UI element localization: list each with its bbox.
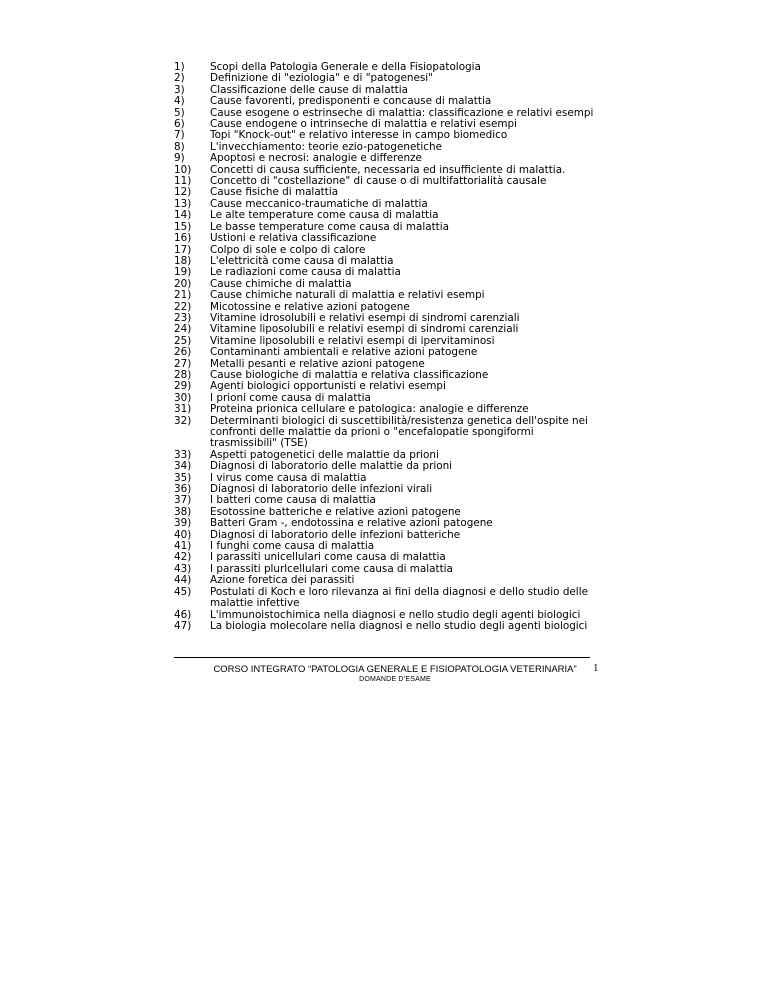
question-number: 28)	[174, 368, 192, 381]
question-number: 11)	[174, 175, 192, 188]
question-number: 18)	[174, 254, 192, 267]
question-item	[174, 518, 594, 529]
question-text: Le alte temperature come causa di malattia	[210, 209, 439, 222]
question-text: Vitamine liposolubili e relativi esempi di sindromi carenziali	[210, 323, 519, 336]
question-number: 20)	[174, 277, 192, 290]
question-item	[174, 404, 594, 415]
question-text: Definizione di "eziologia" e di "patogenesi"	[210, 72, 433, 85]
question-number: 7)	[174, 129, 185, 142]
question-number: 34)	[174, 460, 192, 473]
question-item	[174, 233, 594, 244]
question-number: 35)	[174, 471, 192, 484]
question-text: Azione foretica dei parassiti	[210, 574, 355, 587]
question-text: Cause endogene o intrinseche di malattia e relativi esempi	[210, 118, 517, 131]
question-text: Vitamine liposolubili e relativi esempi di ipervitaminosi	[210, 334, 495, 347]
question-text: Apoptosi e necrosi: analogie e differenze	[210, 152, 422, 165]
question-number: 29)	[174, 380, 192, 393]
question-item	[174, 621, 594, 632]
question-number: 38)	[174, 505, 192, 518]
question-number: 22)	[174, 300, 192, 313]
question-text: Agenti biologici opportunisti e relativi esempi	[210, 380, 446, 393]
question-text: Classificazione delle cause di malattia	[210, 83, 408, 96]
question-text: I parassiti plurlcellulari come causa di malattia	[210, 562, 453, 575]
question-text: Cause esogene o estrinseche di malattia: classificazione e relativi esempi	[210, 106, 594, 119]
question-text: I batteri come causa di malattia	[210, 494, 376, 507]
question-number: 37)	[174, 494, 192, 507]
question-text: L'elettricità come causa di malattia	[210, 254, 394, 267]
question-list	[174, 62, 594, 632]
question-text: L'immunoistochimica nella diagnosi e nello studio degli agenti biologici	[210, 608, 581, 621]
question-number: 44)	[174, 574, 192, 587]
question-number: 45)	[174, 585, 192, 598]
question-number: 39)	[174, 517, 192, 530]
question-text: Cause biologiche di malattia e relativa classificazione	[210, 368, 489, 381]
question-text: Postulati di Koch e loro rilevanza ai fini della diagnosi e dello studio delle malattie infettive	[210, 585, 588, 610]
question-text: La biologia molecolare nella diagnosi e nello studio degli agenti biologici	[210, 619, 588, 632]
footer-subtitle: DOMANDE D’ESAME	[359, 676, 431, 683]
question-text: Esotossine batteriche e relative azioni patogene	[210, 505, 461, 518]
question-number: 43)	[174, 562, 192, 575]
question-text: Colpo di sole e colpo di calore	[210, 243, 366, 256]
question-number: 13)	[174, 197, 192, 210]
question-text: Concetti di causa sufficiente, necessaria ed insufficiente di malattia.	[210, 163, 566, 176]
question-number: 46)	[174, 608, 192, 621]
question-text: Metalli pesanti e relative azioni patogene	[210, 357, 425, 370]
question-number: 17)	[174, 243, 192, 256]
question-text: Concetto di "costellazione" di cause o di multifattorialità causale	[210, 175, 547, 188]
page-number: 1	[593, 662, 599, 674]
question-text: Cause chimiche di malattia	[210, 277, 352, 290]
question-number: 10)	[174, 163, 192, 176]
question-text: I prioni come causa di malattia	[210, 391, 371, 404]
question-text: Topi "Knock-out" e relativo interesse in campo biomedico	[210, 129, 508, 142]
question-number: 47)	[174, 619, 192, 632]
question-number: 2)	[174, 72, 185, 85]
question-number: 42)	[174, 551, 192, 564]
question-number: 15)	[174, 220, 192, 233]
question-item	[174, 575, 594, 586]
question-item	[174, 347, 594, 358]
question-text: Scopi della Patologia Generale e della Fisiopatologia	[210, 61, 481, 73]
question-text: L'invecchiamento: teorie ezio-patogenetiche	[210, 140, 442, 153]
question-number: 23)	[174, 311, 192, 324]
question-text: Aspetti patogenetici delle malattie da prioni	[210, 448, 439, 461]
question-number: 6)	[174, 118, 185, 131]
question-text: Ustioni e relativa classificazione	[210, 232, 377, 245]
question-text: Determinanti biologici di suscettibilità/resistenza genetica dell'ospite nei confronti delle malattie da prioni o "encefalopatie spongiformi trasmissibili" (TSE)	[210, 414, 588, 450]
question-number: 24)	[174, 323, 192, 336]
question-number: 12)	[174, 186, 192, 199]
question-number: 33)	[174, 448, 192, 461]
question-number: 19)	[174, 266, 192, 279]
question-number: 1)	[174, 61, 185, 73]
question-item	[174, 153, 594, 164]
question-number: 14)	[174, 209, 192, 222]
question-number: 40)	[174, 528, 192, 541]
question-item	[174, 587, 594, 610]
question-number: 36)	[174, 483, 192, 496]
question-item	[174, 96, 594, 107]
question-text: Batteri Gram -, endotossina e relative azioni patogene	[210, 517, 493, 530]
question-number: 30)	[174, 391, 192, 404]
question-item	[174, 416, 594, 450]
question-number: 16)	[174, 232, 192, 245]
question-number: 4)	[174, 95, 185, 108]
question-number: 8)	[174, 140, 185, 153]
question-text: Proteina prionica cellulare e patologica: analogie e differenze	[210, 403, 529, 416]
question-text: I funghi come causa di malattia	[210, 540, 375, 553]
question-text: Cause meccanico-traumatiche di malattia	[210, 197, 428, 210]
question-number: 26)	[174, 346, 192, 359]
question-number: 3)	[174, 83, 185, 96]
question-text: Contaminanti ambientali e relative azioni patogene	[210, 346, 478, 359]
question-text: Cause fisiche di malattia	[210, 186, 339, 199]
question-number: 5)	[174, 106, 185, 119]
question-item	[174, 290, 594, 301]
footer-divider	[174, 657, 590, 658]
question-item	[174, 461, 594, 472]
question-item	[174, 267, 594, 278]
question-text: Le basse temperature come causa di malattia	[210, 220, 449, 233]
question-text: Cause chimiche naturali di malattia e relativi esempi	[210, 289, 485, 302]
question-text: I parassiti unicellulari come causa di malattia	[210, 551, 446, 564]
question-number: 32)	[174, 414, 192, 427]
question-text: Diagnosi di laboratorio delle infezioni virali	[210, 483, 433, 496]
question-number: 41)	[174, 540, 192, 553]
question-number: 9)	[174, 152, 185, 165]
question-number: 21)	[174, 289, 192, 302]
question-text: Vitamine idrosolubili e relativi esempi di sindromi carenziali	[210, 311, 520, 324]
question-text: Micotossine e relative azioni patogene	[210, 300, 410, 313]
footer-course-title: CORSO INTEGRATO “PATOLOGIA GENERALE E FISIOPATOLOGIA VETERINARIA”	[213, 664, 577, 675]
question-number: 27)	[174, 357, 192, 370]
question-text: Diagnosi di laboratorio delle infezioni batteriche	[210, 528, 461, 541]
question-text: Le radiazioni come causa di malattia	[210, 266, 401, 279]
question-item	[174, 210, 594, 221]
question-number: 31)	[174, 403, 192, 416]
question-text: Cause favorenti, predisponenti e concause di malattia	[210, 95, 492, 108]
question-text: Diagnosi di laboratorio delle malattie da prioni	[210, 460, 453, 473]
question-number: 25)	[174, 334, 192, 347]
question-text: I virus come causa di malattia	[210, 471, 367, 484]
